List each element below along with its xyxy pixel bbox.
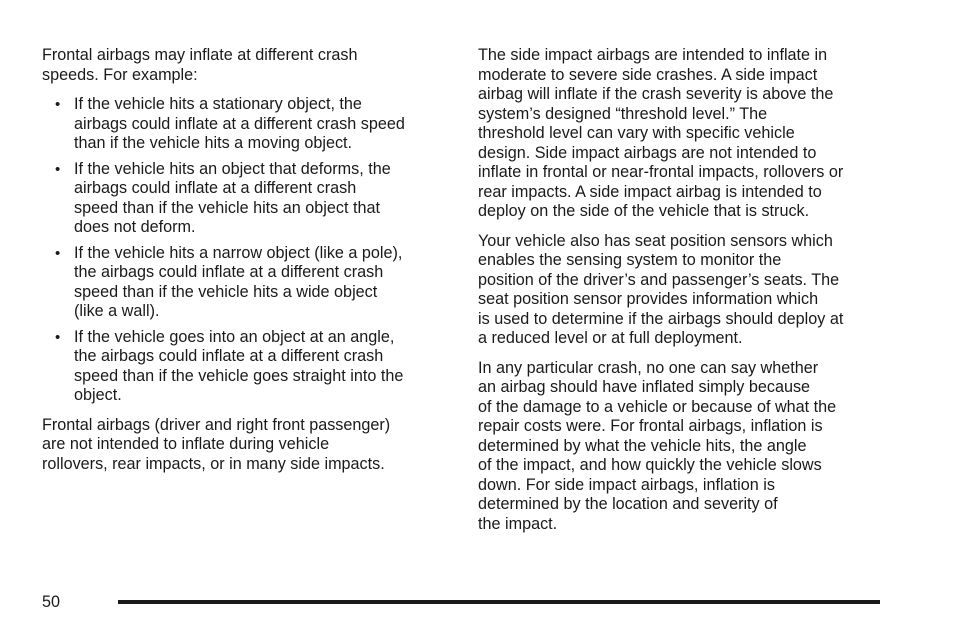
bullet-icon: • [55, 160, 61, 178]
text-line: speed than if the vehicle goes straight into the [74, 366, 404, 385]
closing-paragraph [42, 416, 452, 475]
text-line: system’s designed “threshold level.” The [478, 104, 768, 123]
text-line: an airbag should have inflated simply because [478, 378, 811, 396]
bullet-item [42, 244, 452, 322]
text-line: of the impact, and how quickly the vehicle slows [478, 456, 822, 474]
left-column [42, 46, 452, 484]
text-line: is used to determine if the airbags should deploy at [478, 309, 844, 328]
right-column [478, 46, 898, 544]
text-line: speeds. For example: [42, 65, 198, 84]
bullet-item [42, 95, 452, 154]
text-line: design. Side impact airbags are not intended to [478, 143, 817, 162]
text-line: determined by the location and severity of [478, 495, 778, 513]
side-impact-paragraph [478, 46, 898, 222]
text-line: airbags could inflate at a different crash speed [74, 114, 405, 133]
text-line: the impact. [478, 514, 558, 533]
text-line: (like a wall). [74, 302, 160, 320]
intro-paragraph [42, 46, 452, 85]
text-line: airbags could inflate at a different crash [74, 179, 357, 197]
text-line: position of the driver’s and passenger’s seats. The [478, 270, 840, 289]
page-number: 50 [42, 593, 61, 611]
bullet-icon: • [55, 328, 61, 346]
crash-determination-paragraph [478, 359, 898, 535]
text-line: enables the sensing system to monitor the [478, 251, 782, 269]
text-line: If the vehicle hits an object that deforms, the [74, 159, 391, 178]
text-line: rear impacts. A side impact airbag is intended to [478, 182, 822, 201]
text-line: If the vehicle hits a stationary object, the [74, 95, 362, 113]
text-line: threshold level can vary with specific vehicle [478, 124, 795, 142]
seat-sensor-paragraph [478, 232, 898, 349]
text-line: moderate to severe side crashes. A side impact [478, 65, 818, 84]
example-bullet-list [42, 95, 452, 406]
text-line: does not deform. [74, 218, 196, 236]
text-line: are not intended to inflate during vehicle [42, 435, 330, 453]
text-line: the airbags could inflate at a different crash [74, 347, 384, 365]
text-line: Your vehicle also has seat position sensors which [478, 231, 833, 250]
bullet-item [42, 328, 452, 406]
text-line: deploy on the side of the vehicle that is struck. [478, 202, 810, 220]
text-line: seat position sensor provides information which [478, 290, 819, 308]
text-line: object. [74, 386, 122, 404]
text-line: of the damage to a vehicle or because of what the [478, 397, 837, 416]
text-line: The side impact airbags are intended to inflate in [478, 46, 828, 64]
text-line: Frontal airbags (driver and right front passenger) [42, 415, 391, 434]
bullet-item [42, 160, 452, 238]
bullet-icon: • [55, 244, 61, 262]
text-line: airbag will inflate if the crash severity is above the [478, 85, 834, 103]
footer-rule-divider [118, 600, 880, 604]
text-line: than if the vehicle hits a moving object. [74, 134, 353, 152]
text-line: speed than if the vehicle hits an object that [74, 198, 380, 217]
text-line: inflate in frontal or near-frontal impacts, rollovers or [478, 163, 844, 181]
text-line: If the vehicle goes into an object at an angle, [74, 327, 395, 346]
text-line: determined by what the vehicle hits, the angle [478, 436, 807, 455]
text-line: repair costs were. For frontal airbags, inflation is [478, 417, 823, 435]
text-line: Frontal airbags may inflate at different crash [42, 46, 358, 64]
text-line: the airbags could inflate at a different crash [74, 263, 384, 281]
text-line: speed than if the vehicle hits a wide object [74, 282, 378, 301]
text-line: In any particular crash, no one can say whether [478, 358, 819, 377]
text-line: rollovers, rear impacts, or in many side impacts. [42, 454, 385, 473]
bullet-icon: • [55, 96, 61, 113]
text-line: down. For side impact airbags, inflation is [478, 475, 775, 494]
text-line: a reduced level or at full deployment. [478, 329, 743, 347]
text-line: If the vehicle hits a narrow object (like a pole), [74, 243, 403, 262]
